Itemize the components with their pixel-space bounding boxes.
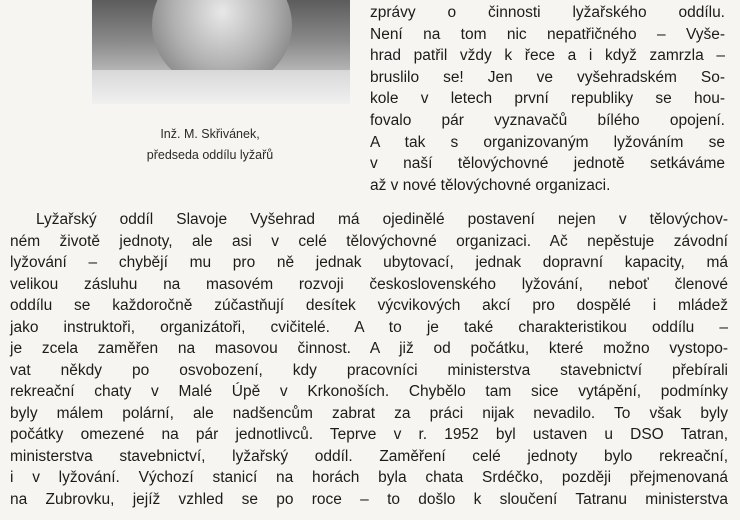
body-paragraph: [10, 209, 728, 510]
text-line: A tak s organizovaným lyžováním se: [370, 133, 725, 151]
caption-name: Inž. M. Skřivánek,: [160, 127, 260, 141]
text-line: je zcela zaměřen na masovou činnost. A již od počátku, které možno vystopo-: [10, 340, 728, 357]
text-line: na Zubrovku, jejíž vzhled se po roce – to došlo k sloučení Tatranu ministerstva: [10, 490, 728, 508]
text-line: byly málem polární, ale nadšencům zabrat za práci nijak nevadilo. To však byly: [10, 404, 728, 422]
text-line: fovalo pár vyznavačů bílého opojení.: [370, 111, 725, 129]
text-line: rekreační chaty v Malé Úpě v Krkonoších. Chybělo tam sice vytápění, podmínky: [10, 383, 728, 400]
text-line: ministerstva stavebnictví, lyžařský oddíl. Zaměření celé jednoty bylo rekreační,: [10, 447, 728, 465]
text-line: Není na tom nic nepatřičného – Vyše-: [370, 25, 725, 43]
text-line: v naší tělovýchovné jednotě setkáváme: [370, 155, 725, 173]
photo-caption: [100, 124, 320, 166]
text-line: vat někdy po osvobození, kdy pracovníci ministerstva stavebnictví přebírali: [10, 361, 728, 379]
portrait-photo: [92, 0, 350, 104]
text-line: i v lyžování. Výchozí stanicí na horách byla chata Srdéčko, později přejmenovaná: [10, 469, 728, 486]
text-line: až v nové tělovýchovné organizaci.: [370, 176, 611, 194]
text-line: lyžování – chybějí mu pro ně jednak ubytovací, jednak dopravní kapacity, má: [10, 254, 728, 271]
text-line: jako instruktoři, organizátoři, cvičitelé. A to je také charakteristikou oddílu –: [10, 318, 728, 336]
text-line: oddílu se každoročně zúčastňují desítek výcvikových akcí pro dospělé i mládež: [10, 297, 728, 314]
text-line: počátky omezené na pár jednotlivců. Teprve v r. 1952 byl ustaven u DSO Tatran,: [10, 426, 728, 443]
caption-role: předseda oddílu lyžařů: [146, 148, 274, 162]
text-line: kole v letech první republiky se hou-: [370, 90, 725, 108]
text-line: bruslilo se! Jen ve vyšehradském So-: [370, 68, 725, 86]
text-line: zprávy o činnosti lyžařského oddílu.: [370, 4, 725, 21]
text-line: Lyžařský oddíl Slavoje Vyšehrad má ojedinělé postavení nejen v tělovýchov-: [36, 211, 728, 228]
text-line: hrad patřil vždy k řece a i když zamrzla –: [370, 47, 725, 65]
portrait-shirt: [92, 70, 350, 104]
right-column-text: [370, 0, 725, 196]
text-line: ném životě jednoty, ale asi v celé tělovýchovné organizaci. Ač nepěstuje závodní: [10, 232, 728, 250]
text-line: velikou zásluhu na masovém rozvoji československého lyžování, neboť členové: [10, 275, 728, 293]
